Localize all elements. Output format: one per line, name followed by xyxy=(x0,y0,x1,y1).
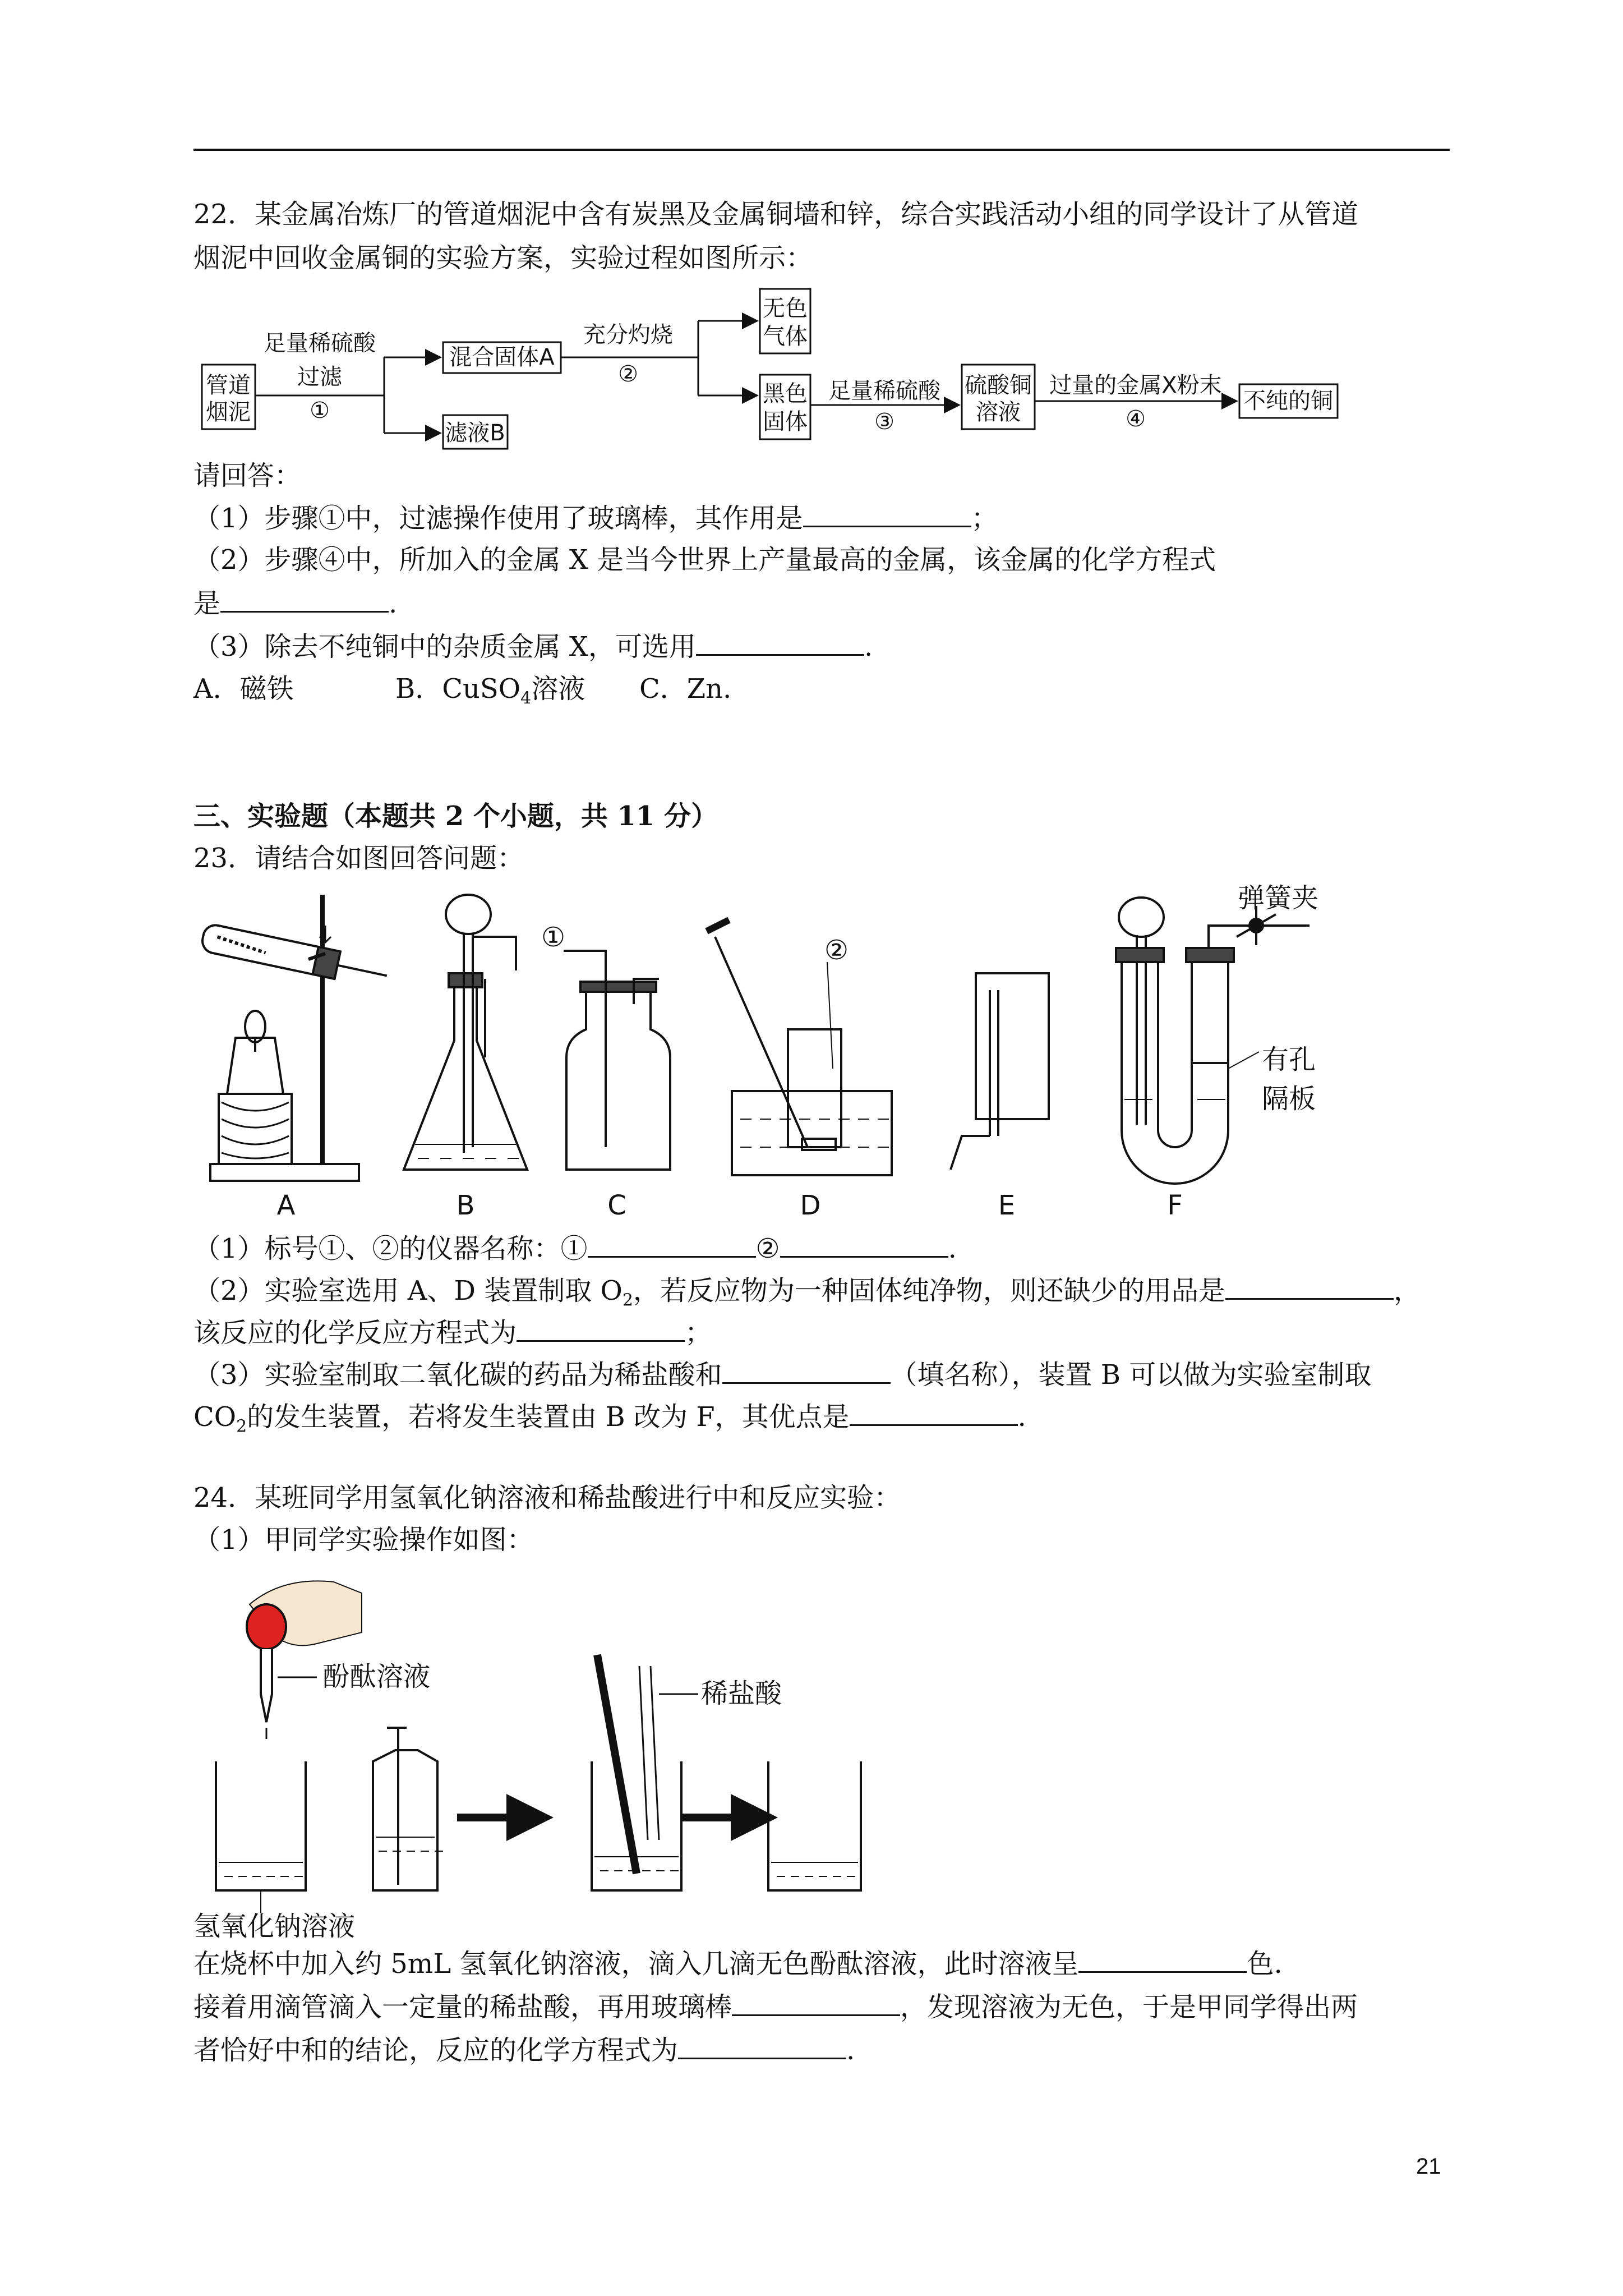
apparatus-e xyxy=(951,973,1049,1170)
q22-option-c: C．Zn. xyxy=(639,673,732,705)
flow-cuso4-2: 溶液 xyxy=(976,399,1021,425)
q22-flowchart xyxy=(193,280,1349,454)
apparatus-f xyxy=(1116,898,1310,1184)
answer-blank[interactable] xyxy=(220,586,389,613)
answer-blank[interactable] xyxy=(1225,1273,1394,1300)
q22-option-a: A．磁铁 xyxy=(193,673,294,705)
q24-part1: （1）甲同学实验操作如图： xyxy=(193,1524,534,1556)
q23-part2-line2: 该反应的化学反应方程式为 ； xyxy=(193,1315,712,1350)
hcl-label: 稀盐酸 xyxy=(701,1678,782,1709)
reagent-bottle xyxy=(373,1750,437,1890)
flow-mix-label: 混合固体A xyxy=(449,344,555,370)
flow-gas-2: 气体 xyxy=(763,324,808,349)
q23-part3-line1: （3）实验室制取二氧化碳的药品为稀盐酸和 （填名称），装置 B 可以做为实验室制取 xyxy=(193,1358,1371,1392)
q23-stem: 23．请结合如图回答问题： xyxy=(193,843,524,874)
flow-start-2: 烟泥 xyxy=(206,399,251,425)
apparatus-b xyxy=(404,895,527,1170)
q22-stem-line2: 烟泥中回收金属铜的实验方案，实验过程如图所示： xyxy=(193,242,813,274)
answer-blank[interactable] xyxy=(678,2033,846,2059)
flow-black-2: 固体 xyxy=(763,409,808,435)
q22-stem-line1: 22．某金属冶炼厂的管道烟泥中含有炭黑及金属铜墙和锌，综合实践活动小组的同学设计了从管道 xyxy=(193,199,1359,230)
page-number: 21 xyxy=(1416,2154,1441,2179)
beaker-1 xyxy=(216,1761,306,1890)
answer-blank[interactable] xyxy=(1078,1947,1247,1973)
instrument-marker-2: ② xyxy=(824,935,849,966)
q24-line2: 接着用滴管滴入一定量的稀盐酸，再用玻璃棒 ，发现溶液为无色，于是甲同学得出两 xyxy=(193,1990,1358,2024)
apparatus-label-e: E xyxy=(998,1190,1016,1220)
answer-blank[interactable] xyxy=(696,629,864,656)
instrument-marker-1: ① xyxy=(541,922,566,953)
apparatus-d xyxy=(707,920,892,1175)
spring-clip-label: 弹簧夹 xyxy=(1238,884,1319,914)
flow-step3-reagent: 足量稀硫酸 xyxy=(828,378,940,404)
apparatus-c xyxy=(564,951,670,1170)
answer-blank[interactable] xyxy=(850,1400,1018,1426)
q23-part3-line2: $CO_2$的发生装置，若将发生装置由 B 改为 F，其优点是 . xyxy=(193,1400,1026,1444)
flow-step4-reagent: 过量的金属X粉末 xyxy=(1049,372,1222,398)
apparatus-label-a: A xyxy=(276,1190,296,1220)
q22-part2-line1: （2）步骤④中，所加入的金属 X 是当今世界上产量最高的金属，该金属的化学方程式 xyxy=(193,544,1216,576)
q24-procedure-figure xyxy=(193,1571,1007,1941)
answer-blank[interactable] xyxy=(588,1231,756,1258)
q22-part3: （3）除去不纯铜中的杂质金属 X，可选用 . xyxy=(193,629,873,664)
answer-blank[interactable] xyxy=(732,1990,900,2016)
flow-step1-reagent: 足量稀硫酸 xyxy=(264,330,376,356)
answer-blank[interactable] xyxy=(517,1315,685,1342)
answer-blank[interactable] xyxy=(722,1358,891,1384)
q22-answer-intro: 请回答： xyxy=(193,460,302,491)
apparatus-label-f: F xyxy=(1167,1190,1183,1220)
flow-start-1: 管道 xyxy=(206,372,251,398)
q22-part2-line2: 是 . xyxy=(193,586,397,620)
flow-step3-num: ③ xyxy=(874,409,895,435)
header-rule xyxy=(193,149,1450,151)
phenolphthalein-label: 酚酞溶液 xyxy=(322,1661,431,1692)
beaker-3 xyxy=(768,1761,861,1890)
flow-step1-op: 过滤 xyxy=(297,364,342,390)
porous-plate-label-2: 隔板 xyxy=(1262,1083,1316,1115)
q22-part1: （1）步骤①中，过滤操作使用了玻璃棒，其作用是 ； xyxy=(193,501,998,535)
flow-step2-op: 充分灼烧 xyxy=(583,322,673,348)
flow-cuso4-1: 硫酸铜 xyxy=(965,372,1032,398)
q22-option-b: B．CuSO$_4$溶液 xyxy=(395,673,585,708)
apparatus-a xyxy=(200,895,390,1181)
flow-black-1: 黑色 xyxy=(763,381,808,407)
q24-line1: 在烧杯中加入约 5mL 氢氧化钠溶液，滴入几滴无色酚酞溶液，此时溶液呈 色. xyxy=(193,1947,1283,1981)
flow-step4-num: ④ xyxy=(1126,406,1146,432)
apparatus-label-c: C xyxy=(607,1190,626,1220)
q23-apparatus-figure xyxy=(193,884,1360,1220)
flow-gas-1: 无色 xyxy=(763,296,808,321)
flow-impure-label: 不纯的铜 xyxy=(1243,388,1333,414)
q24-stem: 24．某班同学用氢氧化钠溶液和稀盐酸进行中和反应实验： xyxy=(193,1482,901,1513)
section-3-heading: 三、实验题（本题共 2 个小题，共 11 分） xyxy=(193,800,718,832)
flow-filtrate-label: 滤液B xyxy=(445,420,505,446)
apparatus-label-d: D xyxy=(800,1190,821,1220)
naoh-label: 氢氧化钠溶液 xyxy=(193,1911,356,1941)
flow-step2-num: ② xyxy=(618,361,638,387)
flow-step1-num: ① xyxy=(310,398,330,424)
q23-part2-line1: （2）实验室选用 A、D 装置制取 $O_2$，若反应物为一种固体纯净物，则还缺少的用品是 ， xyxy=(193,1273,1421,1318)
answer-blank[interactable] xyxy=(780,1231,948,1258)
apparatus-label-b: B xyxy=(456,1190,475,1220)
q24-line3: 者恰好中和的结论，反应的化学方程式为 . xyxy=(193,2033,855,2067)
q23-part1: （1）标号①、②的仪器名称：① ② . xyxy=(193,1231,957,1266)
answer-blank[interactable] xyxy=(803,501,971,527)
porous-plate-label-1: 有孔 xyxy=(1262,1044,1316,1075)
